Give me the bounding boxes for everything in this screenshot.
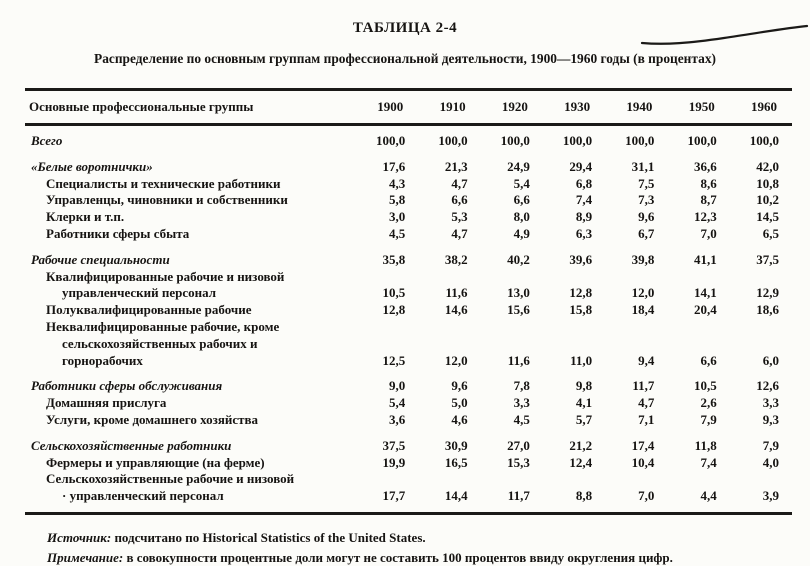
- cell-value: 5,4: [513, 175, 530, 191]
- cell-value: 3,3: [513, 395, 530, 411]
- row-label: [25, 252, 356, 269]
- cell-value: 40,2: [507, 251, 530, 267]
- row-label-line: сельскохозяйственных рабочих и: [62, 335, 258, 351]
- cell-value: 6,0: [762, 352, 779, 368]
- cell-value: 37,5: [382, 437, 406, 453]
- cell-value: 5,0: [451, 395, 468, 411]
- cell-value: 8,0: [513, 209, 530, 225]
- column-header-year: 1920: [501, 99, 528, 114]
- row-label: [25, 378, 356, 395]
- cell-value: 7,4: [700, 454, 717, 470]
- cell-value: 11,6: [507, 352, 530, 368]
- cell-value: 7,1: [638, 411, 655, 427]
- row-label-line: Рабочие специальности: [31, 251, 170, 267]
- cell-value: 100,0: [376, 133, 406, 148]
- cell-value: 4,7: [451, 225, 468, 241]
- cell-value: 21,3: [444, 158, 468, 174]
- cell-value: 3,3: [762, 395, 779, 411]
- cell-value: 4,5: [513, 411, 530, 427]
- cell-value: 38,2: [444, 251, 468, 267]
- cell-value: 11,7: [632, 378, 655, 394]
- cell-value: 39,6: [569, 251, 593, 267]
- row-label: [25, 133, 356, 150]
- table-row: [25, 252, 792, 269]
- row-label: [25, 159, 356, 176]
- cell-value: 8,6: [700, 175, 717, 191]
- cell-value: 7,9: [700, 411, 717, 427]
- cell-value: 14,5: [756, 209, 779, 225]
- cell-value: 6,3: [575, 225, 593, 241]
- table-header-row: [25, 91, 792, 123]
- column-header-year: 1910: [439, 99, 466, 114]
- cell-value: 12,5: [382, 352, 406, 368]
- cell-value: 2,6: [700, 395, 717, 411]
- cell-value: 4,5: [389, 225, 406, 241]
- cell-value: 5,3: [451, 209, 468, 225]
- row-label: [25, 319, 356, 369]
- cell-value: 13,0: [507, 285, 530, 301]
- cell-value: 4,7: [638, 395, 655, 411]
- column-header-year: 1950: [688, 99, 715, 114]
- cell-value: 4,4: [700, 488, 717, 504]
- cell-value: 15,3: [507, 454, 530, 470]
- row-label-line: Неквалифицированные рабочие, кроме: [46, 318, 280, 334]
- footnotes: [25, 528, 792, 566]
- column-header-groups: Основные профессиональные группы: [29, 99, 254, 114]
- cell-value: 7,5: [638, 175, 655, 191]
- row-label-line: Сельскохозяйственные рабочие и низовой: [46, 471, 295, 487]
- cell-value: 15,8: [569, 302, 593, 318]
- scan-artifact-curve: [638, 22, 810, 48]
- cell-value: 12,6: [756, 378, 779, 394]
- cell-value: 3,9: [762, 488, 779, 504]
- cell-value: 11,6: [445, 285, 468, 301]
- column-header-year: 1930: [564, 99, 591, 114]
- cell-value: 15,6: [507, 302, 530, 318]
- cell-value: 17,4: [631, 437, 655, 453]
- cell-value: 6,8: [575, 175, 593, 191]
- cell-value: 6,7: [638, 225, 655, 241]
- cell-value: 12,8: [382, 302, 406, 318]
- table-row: [25, 455, 792, 472]
- cell-value: 100,0: [438, 133, 468, 148]
- cell-value: 5,7: [575, 411, 593, 427]
- cell-value: 9,4: [638, 352, 655, 368]
- cell-value: 7,4: [575, 192, 593, 208]
- row-label-line: Услуги, кроме домашнего хозяйства: [46, 411, 259, 427]
- page-title: ТАБЛИЦА 2-4: [352, 20, 458, 36]
- row-label-line: управленческий персонал: [62, 285, 217, 301]
- cell-value: 4,3: [389, 175, 406, 191]
- cell-value: 30,9: [444, 437, 468, 453]
- cell-value: 7,3: [638, 192, 655, 208]
- row-label: [25, 412, 356, 429]
- row-label: [25, 176, 356, 193]
- table-row: [25, 395, 792, 412]
- cell-value: 10,2: [756, 192, 779, 208]
- cell-value: 14,4: [444, 488, 468, 504]
- table-row: [25, 159, 792, 176]
- cell-value: 12,9: [756, 285, 779, 301]
- row-label: [25, 209, 356, 226]
- cell-value: 18,4: [631, 302, 655, 318]
- row-label-line: Специалисты и технические работники: [46, 175, 281, 191]
- cell-value: 14,1: [693, 285, 717, 301]
- rounding-note: [47, 548, 792, 566]
- cell-value: 12,8: [569, 285, 593, 301]
- table-row: [25, 192, 792, 209]
- cell-value: 5,4: [389, 395, 406, 411]
- cell-value: 100,0: [749, 133, 779, 148]
- cell-value: 29,4: [569, 158, 593, 174]
- cell-value: 7,0: [638, 488, 655, 504]
- cell-value: 19,9: [382, 454, 406, 470]
- cell-value: 12,0: [631, 285, 655, 301]
- cell-value: 100,0: [500, 133, 530, 148]
- cell-value: 17,7: [382, 488, 406, 504]
- row-label: [25, 471, 356, 505]
- cell-value: 12,4: [569, 454, 593, 470]
- cell-value: 27,0: [507, 437, 530, 453]
- cell-value: 36,6: [693, 158, 717, 174]
- table-row: [25, 319, 792, 369]
- row-label: [25, 302, 356, 319]
- cell-value: 7,0: [700, 225, 717, 241]
- cell-value: 17,6: [382, 158, 406, 174]
- cell-value: 8,7: [700, 192, 717, 208]
- cell-value: 4,0: [762, 454, 779, 470]
- row-label-line: Всего: [31, 133, 63, 148]
- cell-value: 11,0: [570, 352, 593, 368]
- row-label: [25, 226, 356, 243]
- table-row: [25, 471, 792, 505]
- table-subtitle: Распределение по основным группам профессиональной деятельности, 1900—1960 годы (в процентах): [94, 51, 716, 66]
- cell-value: 100,0: [625, 133, 655, 148]
- cell-value: 6,6: [700, 352, 717, 368]
- table-row: [25, 269, 792, 303]
- cell-value: 9,0: [389, 378, 406, 394]
- cell-value: 35,8: [382, 251, 406, 267]
- cell-value: 8,9: [575, 209, 593, 225]
- cell-value: 100,0: [562, 133, 593, 148]
- cell-value: 18,6: [756, 302, 779, 318]
- cell-value: 24,9: [507, 158, 530, 174]
- cell-value: 9,6: [638, 209, 655, 225]
- cell-value: 12,0: [444, 352, 468, 368]
- cell-value: 9,3: [762, 411, 779, 427]
- cell-value: 39,8: [631, 251, 655, 267]
- row-label-line: Управленцы, чиновники и собственники: [46, 192, 288, 208]
- cell-value: 10,5: [382, 285, 406, 301]
- table-bottom-rule: [25, 512, 792, 515]
- source-note-lead: Источник:: [47, 529, 112, 545]
- cell-value: 37,5: [756, 251, 779, 267]
- source-note: [47, 528, 792, 548]
- cell-value: 10,8: [756, 175, 779, 191]
- column-header-year: 1900: [377, 99, 404, 114]
- table-row: [25, 302, 792, 319]
- cell-value: 9,8: [575, 378, 593, 394]
- column-header-year: 1940: [626, 99, 653, 114]
- cell-value: 7,8: [513, 378, 530, 394]
- cell-value: 7,9: [762, 437, 779, 453]
- table-body: [25, 126, 792, 512]
- cell-value: 8,8: [575, 488, 593, 504]
- cell-value: 11,8: [694, 437, 717, 453]
- cell-value: 4,9: [513, 225, 530, 241]
- row-label-line: Фермеры и управляющие (на ферме): [46, 454, 265, 470]
- cell-value: 9,6: [451, 378, 468, 394]
- row-label-line: горнорабочих: [62, 352, 143, 368]
- cell-value: 10,5: [693, 378, 717, 394]
- cell-value: 6,6: [513, 192, 530, 208]
- row-label-line: Квалифицированные рабочие и низовой: [46, 268, 285, 284]
- table-row: [25, 133, 792, 150]
- column-header-year: 1960: [750, 99, 777, 114]
- cell-value: 10,4: [631, 454, 655, 470]
- cell-value: 21,2: [569, 437, 593, 453]
- occupation-table: [25, 88, 792, 566]
- rounding-note-text: в совокупности процентные доли могут не составить 100 процентов ввиду округления цифр.: [123, 549, 673, 565]
- cell-value: 41,1: [693, 251, 717, 267]
- row-label-line: · управленческий персонал: [62, 488, 224, 504]
- cell-value: 11,7: [507, 488, 530, 504]
- source-note-text: подсчитано по Historical Statistics of the United States.: [111, 529, 426, 545]
- cell-value: 3,6: [389, 411, 406, 427]
- cell-value: 6,5: [762, 225, 779, 241]
- row-label: [25, 192, 356, 209]
- row-label-line: Сельскохозяйственные работники: [31, 437, 232, 453]
- cell-value: 4,7: [451, 175, 468, 191]
- table-row: [25, 378, 792, 395]
- cell-value: 31,1: [631, 158, 655, 174]
- cell-value: 6,6: [451, 192, 468, 208]
- row-label-line: Клерки и т.п.: [46, 209, 125, 225]
- row-label: [25, 455, 356, 472]
- table-row: [25, 438, 792, 455]
- cell-value: 12,3: [693, 209, 717, 225]
- table-row: [25, 176, 792, 193]
- row-label: [25, 395, 356, 412]
- table-row: [25, 226, 792, 243]
- rounding-note-lead: Примечание:: [47, 549, 124, 565]
- cell-value: 16,5: [444, 454, 468, 470]
- cell-value: 3,0: [389, 209, 406, 225]
- cell-value: 100,0: [687, 133, 717, 148]
- row-label: [25, 438, 356, 455]
- row-label-line: Работники сферы сбыта: [46, 225, 190, 241]
- table-row: [25, 412, 792, 429]
- cell-value: 4,1: [575, 395, 593, 411]
- row-label-line: «Белые воротнички»: [31, 158, 153, 174]
- row-label-line: Работники сферы обслуживания: [31, 378, 223, 394]
- cell-value: 4,6: [451, 411, 468, 427]
- cell-value: 14,6: [444, 302, 468, 318]
- cell-value: 42,0: [756, 158, 779, 174]
- row-label-line: Домашняя прислуга: [46, 395, 167, 411]
- row-label: [25, 269, 356, 303]
- table-row: [25, 209, 792, 226]
- row-label-line: Полуквалифицированные рабочие: [46, 302, 252, 318]
- cell-value: 20,4: [693, 302, 717, 318]
- cell-value: 5,8: [389, 192, 406, 208]
